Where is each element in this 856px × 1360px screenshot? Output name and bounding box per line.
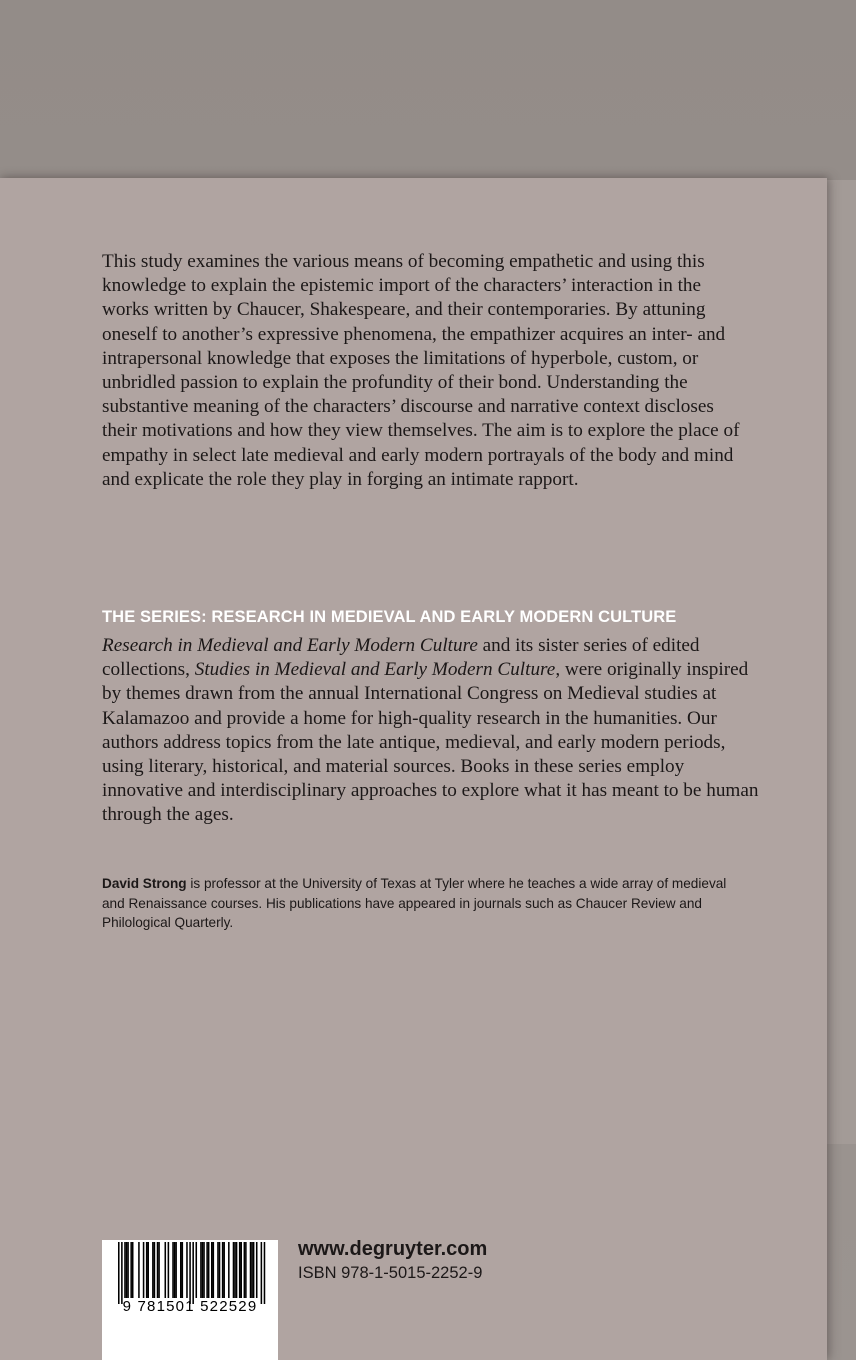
barcode-number: 9 781501 522529: [122, 1298, 258, 1315]
barcode-bar: [219, 1242, 221, 1298]
barcode-bar: [234, 1242, 236, 1298]
barcode-bar: [158, 1242, 160, 1298]
barcode-bar: [168, 1242, 170, 1298]
series-title: Research in Medieval and Early Modern Culture: [102, 635, 478, 656]
barcode-bar: [172, 1242, 174, 1298]
sister-series-title: Studies in Medieval and Early Modern Culture: [194, 659, 556, 681]
barcode-bar: [146, 1242, 148, 1298]
barcode-bar: [239, 1242, 241, 1298]
barcode-bar: [250, 1242, 252, 1298]
barcode-bar: [165, 1242, 167, 1298]
barcode-bar: [233, 1242, 235, 1298]
barcode-bar: [121, 1242, 123, 1304]
barcode-bar: [189, 1242, 191, 1304]
publisher-website: www.degruyter.com: [298, 1238, 488, 1260]
series-heading: THE SERIES: RESEARCH IN MEDIEVAL AND EARLY MODERN CULTURE: [102, 608, 677, 626]
book-blurb: This study examines the various means of becoming empathetic and using this knowledge to explain the epistemic import of the characters’ interaction in the works written by Chaucer, Shakespeare, and their contemporaries. By attuning oneself to another’s expressive phenomena, the empathizer acquires an inter- and intrapersonal knowledge that exposes the limitations of hyperbole, custom, or unbridled passion to explain the profundity of their bond. Understanding the substantive meaning of the characters’ discourse and narrative context discloses their motivations and how they view themselves. The aim is to explore the place of empathy in select late medieval and early modern portrayals of the body and mind and explicate the role they play in forging an intimate rapport.: [102, 251, 740, 490]
barcode-bar: [245, 1242, 247, 1298]
barcode-bar: [203, 1242, 205, 1298]
author-bio: [102, 874, 742, 933]
barcode-bar: [180, 1242, 182, 1298]
barcode-bar: [152, 1242, 154, 1298]
barcode-bar: [157, 1242, 159, 1298]
barcode-bar: [202, 1242, 204, 1298]
barcode-bar: [175, 1242, 177, 1298]
barcode-bar: [211, 1242, 213, 1298]
barcode-bar: [206, 1242, 208, 1298]
isbn: ISBN 978-1-5015-2252-9: [298, 1264, 483, 1282]
barcode-bar: [132, 1242, 134, 1298]
barcode-bar: [208, 1242, 210, 1298]
barcode-bar: [118, 1242, 120, 1304]
barcode-bar: [213, 1242, 215, 1298]
barcode-bar: [126, 1242, 128, 1298]
series-text-part-1: and its sister series of edited collections,: [102, 635, 700, 681]
series-description: [102, 634, 762, 828]
barcode-bar: [261, 1242, 263, 1304]
barcode-bar: [264, 1242, 266, 1304]
barcode: [102, 1240, 278, 1360]
barcode-bar: [174, 1242, 176, 1298]
barcode-bar: [147, 1242, 149, 1298]
barcode-bar: [240, 1242, 242, 1298]
barcode-bar: [228, 1242, 230, 1298]
barcode-bar: [236, 1242, 238, 1298]
barcode-bar: [138, 1242, 140, 1298]
barcode-bar: [244, 1242, 246, 1298]
barcode-bar: [256, 1242, 258, 1298]
barcode-bar: [143, 1242, 145, 1298]
barcode-bar: [200, 1242, 202, 1298]
author-name: David Strong: [102, 876, 187, 891]
barcode-bar: [223, 1242, 225, 1298]
barcode-bar: [196, 1242, 198, 1298]
barcode-bar: [251, 1242, 253, 1298]
barcode-bar: [154, 1242, 156, 1298]
barcode-bar: [217, 1242, 219, 1298]
author-bio-text: is professor at the University of Texas at Tyler where he teaches a wide array of medieval and Renaissance courses. His publications have appeared in journals such as Chaucer Review and Philological Quarterly.: [102, 876, 727, 931]
barcode-bar: [192, 1242, 194, 1304]
barcode-bar: [130, 1242, 132, 1298]
barcode-bar: [186, 1242, 188, 1298]
barcode-bar: [182, 1242, 184, 1298]
barcode-bar: [253, 1242, 255, 1298]
barcode-bar: [124, 1242, 126, 1298]
barcode-bar: [222, 1242, 224, 1298]
series-text-part-2: , were originally inspired by themes drawn from the annual International Congress on Medieval studies at Kalamazoo and provide a home for high-quality research in the humanities. Our authors address topics from the late antique, medieval, and early modern periods, using literary, historical, and material sources. Books in these series employ innovative and interdisciplinary approaches to explore what it has meant to be human through the ages.: [102, 659, 759, 826]
barcode-bar: [127, 1242, 129, 1298]
